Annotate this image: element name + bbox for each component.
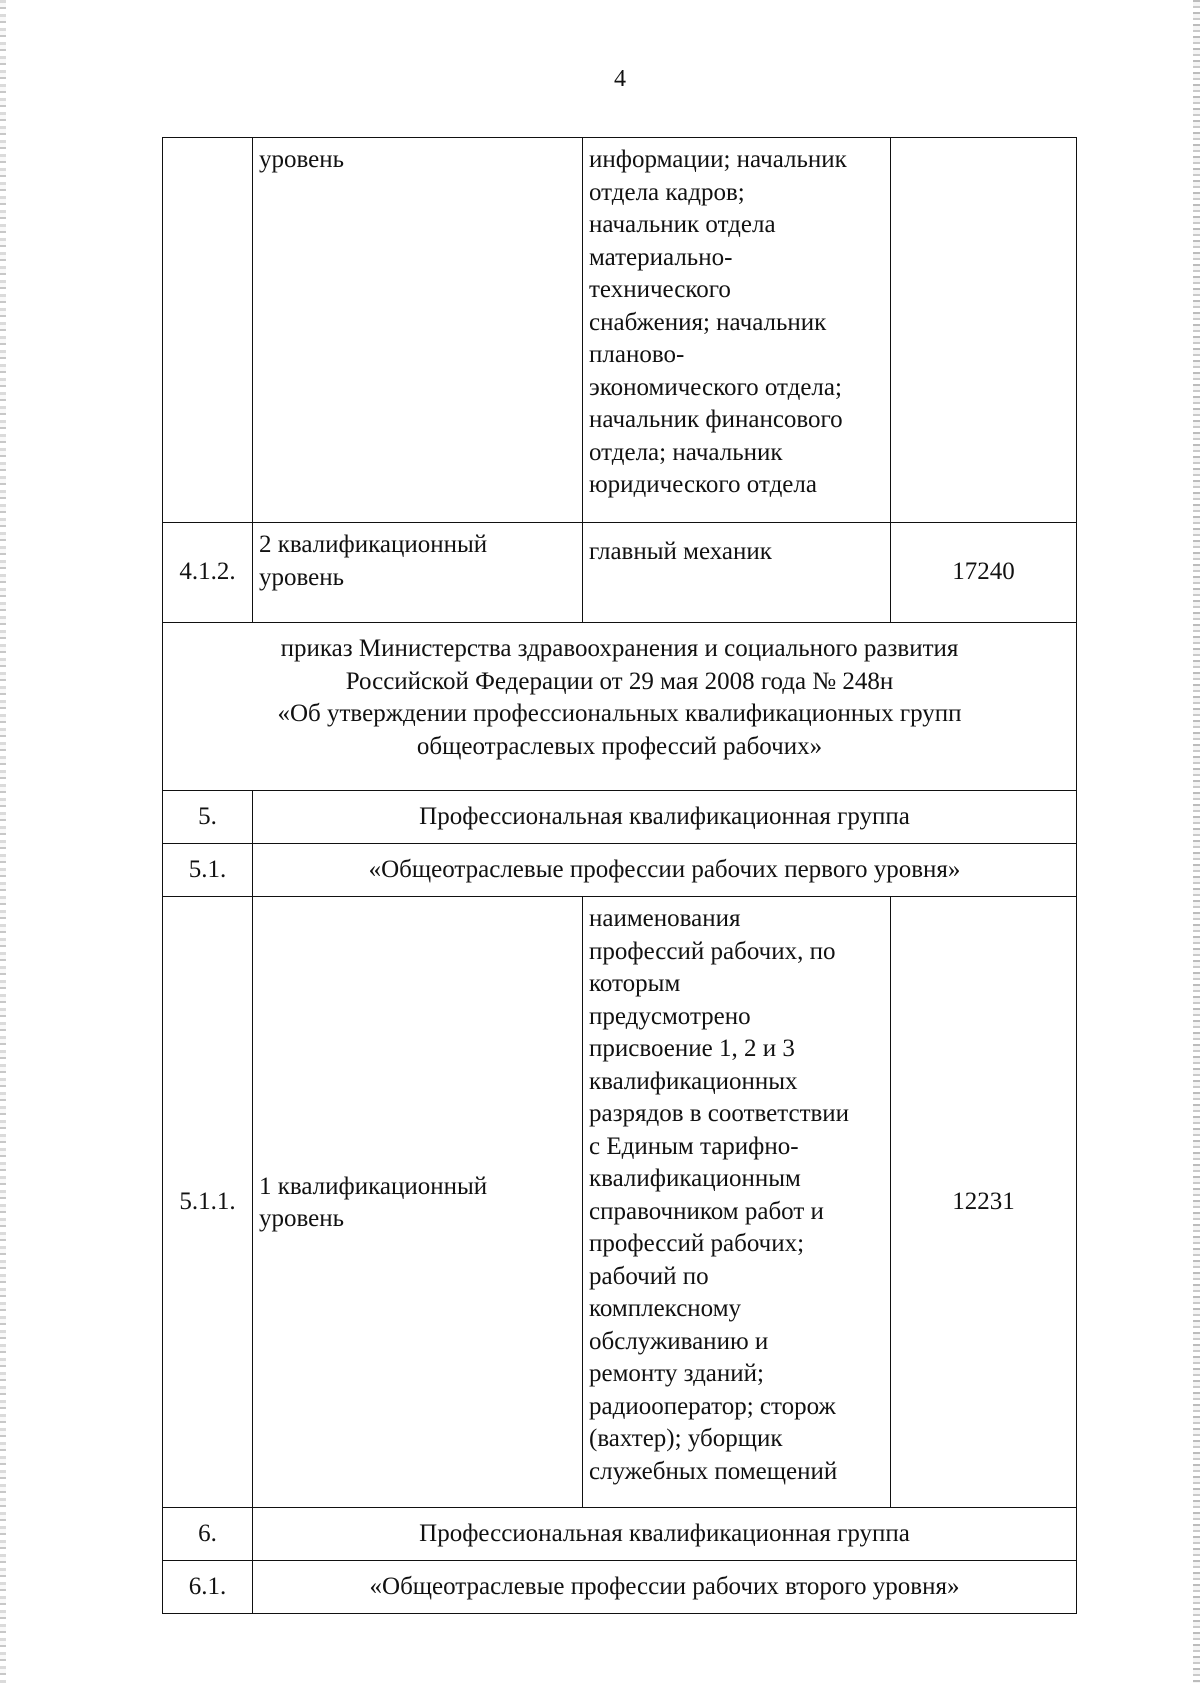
position-line: юридического отдела bbox=[589, 471, 817, 498]
group-number: 5.1. bbox=[163, 844, 253, 897]
order-reference bbox=[163, 623, 1077, 791]
table-row-4-1-2 bbox=[163, 523, 1077, 623]
group-row-6 bbox=[163, 1508, 1077, 1561]
group-number: 6. bbox=[163, 1508, 253, 1561]
table-row-continuation bbox=[163, 138, 1077, 523]
qualification-level bbox=[253, 523, 583, 623]
row-number bbox=[163, 138, 253, 523]
level-line: 1 квалификационный bbox=[259, 1172, 488, 1200]
position-line: справочником работ и bbox=[589, 1197, 824, 1225]
salary-cell: 12231 bbox=[891, 897, 1077, 1508]
positions-cell: главный механик bbox=[583, 523, 891, 623]
position-line: присвоение 1, 2 и 3 bbox=[589, 1035, 795, 1062]
qualification-level bbox=[253, 897, 583, 1508]
scan-edge-right bbox=[1193, 0, 1200, 1683]
position-line: информации; начальник bbox=[589, 146, 847, 173]
position-line: (вахтер); уборщик bbox=[589, 1425, 783, 1452]
position-line: квалификационным bbox=[589, 1165, 801, 1192]
group-row-6-1 bbox=[163, 1561, 1077, 1614]
group-title: «Общеотраслевые профессии рабочих второго уровня» bbox=[253, 1561, 1077, 1614]
group-title: Профессиональная квалификационная группа bbox=[253, 791, 1077, 844]
row-number: 4.1.2. bbox=[163, 523, 253, 623]
level-line: 2 квалификационный bbox=[259, 531, 488, 558]
position-line: отдела; начальник bbox=[589, 438, 783, 466]
group-number: 5. bbox=[163, 791, 253, 844]
position-line: технического bbox=[589, 276, 731, 303]
scan-edge-left bbox=[0, 0, 6, 1683]
table-row-5-1-1 bbox=[163, 897, 1077, 1508]
salary-cell: 17240 bbox=[891, 523, 1077, 623]
row-number: 5.1.1. bbox=[163, 897, 253, 1508]
position-line: комплексному bbox=[589, 1295, 742, 1322]
position-line: экономического отдела; bbox=[589, 373, 842, 401]
position-line: квалификационных bbox=[589, 1067, 798, 1095]
position-line: начальник финансового bbox=[589, 406, 843, 433]
order-line: «Об утверждении профессиональных квалификационных групп bbox=[277, 700, 962, 727]
position-line: предусмотрено bbox=[589, 1002, 751, 1030]
position-line: разрядов в соответствии bbox=[589, 1100, 850, 1127]
group-number: 6.1. bbox=[163, 1561, 253, 1614]
page-number: 4 bbox=[614, 66, 626, 92]
position-line: планово- bbox=[589, 341, 685, 368]
position-line: наименования bbox=[589, 905, 741, 932]
position-line: с Единым тарифно- bbox=[589, 1132, 799, 1160]
position-line: радиооператор; сторож bbox=[589, 1392, 836, 1420]
position-line: снабжения; начальник bbox=[589, 308, 827, 336]
order-row bbox=[163, 623, 1077, 791]
group-title: «Общеотраслевые профессии рабочих первого уровня» bbox=[253, 844, 1077, 897]
positions-cell bbox=[583, 897, 891, 1508]
position-line: которым bbox=[589, 970, 681, 997]
qualification-level: уровень bbox=[253, 138, 583, 523]
level-line: уровень bbox=[259, 563, 345, 591]
group-title: Профессиональная квалификационная группа bbox=[253, 1508, 1077, 1561]
level-line: уровень bbox=[259, 1205, 345, 1232]
position-line: профессий рабочих; bbox=[589, 1230, 805, 1257]
salary-table bbox=[162, 137, 1077, 1614]
position-line: материально- bbox=[589, 243, 733, 271]
order-line: Российской Федерации от 29 мая 2008 года № 248н bbox=[345, 667, 894, 695]
position-line: служебных помещений bbox=[589, 1457, 838, 1485]
group-row-5-1 bbox=[163, 844, 1077, 897]
position-line: обслуживанию и bbox=[589, 1327, 769, 1355]
position-line: ремонту зданий; bbox=[589, 1360, 764, 1387]
order-line: приказ Министерства здравоохранения и социального развития bbox=[280, 635, 959, 662]
position-line: начальник отдела bbox=[589, 211, 776, 238]
position-line: рабочий по bbox=[589, 1262, 709, 1290]
order-line: общеотраслевых профессий рабочих» bbox=[416, 732, 823, 760]
positions-cell bbox=[583, 138, 891, 523]
position-line: отдела кадров; bbox=[589, 178, 745, 206]
salary-cell bbox=[891, 138, 1077, 523]
position-line: профессий рабочих, по bbox=[589, 937, 836, 965]
group-row-5 bbox=[163, 791, 1077, 844]
